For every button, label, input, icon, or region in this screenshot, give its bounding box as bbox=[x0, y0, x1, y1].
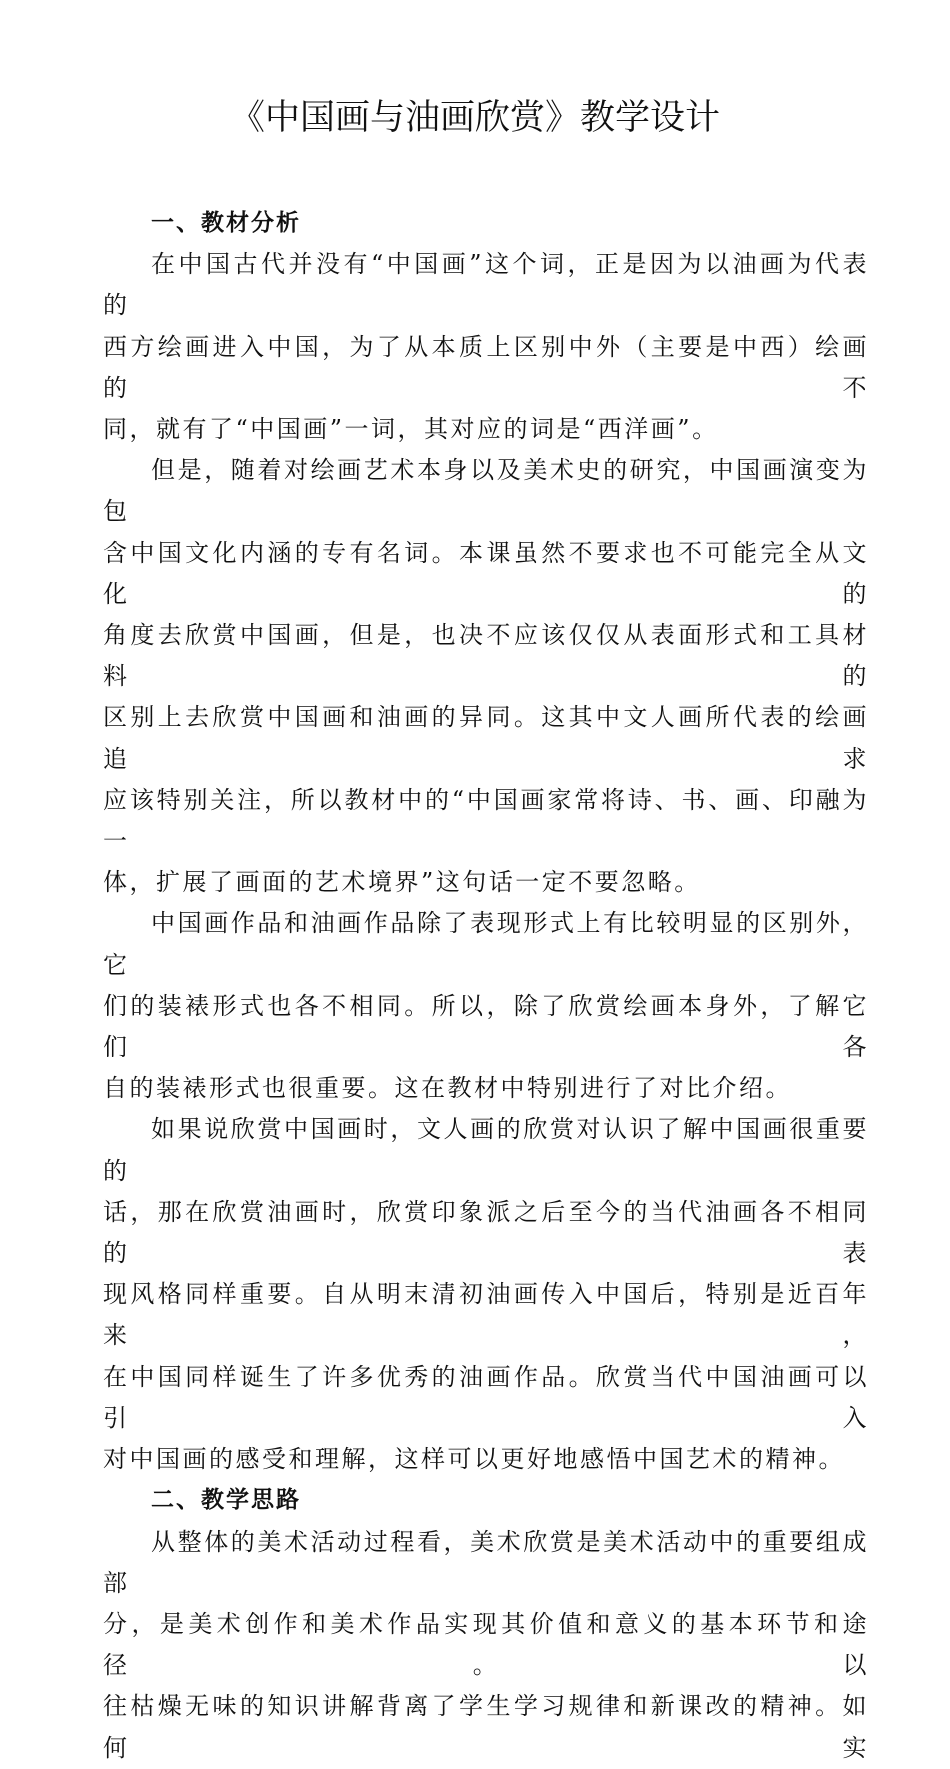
text-line: 们的装裱形式也各不相同。所以，除了欣赏绘画本身外，了解它们各 bbox=[103, 991, 869, 1062]
section-heading: 二、教学思路 bbox=[151, 1487, 301, 1514]
document-body bbox=[103, 203, 869, 1769]
document-title: 《中国画与油画欣赏》教学设计 bbox=[229, 98, 720, 138]
text-line: 含中国文化内涵的专有名词。本课虽然不要求也不可能完全从文化的 bbox=[103, 538, 869, 608]
text-line: 体，扩展了画面的艺术境界”这句话一定不要忽略。 bbox=[103, 868, 701, 897]
text-line: 往枯燥无味的知识讲解背离了学生学习规律和新课改的精神。如何实 bbox=[103, 1692, 869, 1762]
text-line: 对中国画的感受和理解，这样可以更好地感悟中国艺术的精神。 bbox=[103, 1445, 845, 1474]
text-line: 但是，随着对绘画艺术本身以及美术史的研究，中国画演变为包 bbox=[103, 456, 869, 526]
paragraph bbox=[103, 1109, 869, 1480]
text-line: 如果说欣赏中国画时，文人画的欣赏对认识了解中国画很重要的 bbox=[103, 1115, 869, 1185]
text-line: 从整体的美术活动过程看，美术欣赏是美术活动中的重要组成部 bbox=[103, 1527, 869, 1597]
text-line: 西方绘画进入中国，为了从本质上区别中外（主要是中西）绘画的不 bbox=[103, 332, 869, 402]
paragraph bbox=[103, 1522, 869, 1769]
text-line: 中国画作品和油画作品除了表现形式上有比较明显的区别外，它 bbox=[103, 909, 869, 979]
paragraph bbox=[103, 903, 869, 1109]
text-line: 现风格同样重要。自从明末清初油画传入中国后，特别是近百年来， bbox=[103, 1280, 869, 1350]
paragraph bbox=[103, 244, 869, 450]
section-heading: 一、教材分析 bbox=[151, 210, 301, 236]
text-line: 区别上去欣赏中国画和油画的异同。这其中文人画所代表的绘画追求 bbox=[103, 703, 869, 773]
paragraph bbox=[103, 450, 869, 903]
text-line: 在中国古代并没有“中国画”这个词，正是因为以油画为代表的 bbox=[103, 250, 869, 320]
text-line: 话，那在欣赏油画时，欣赏印象派之后至今的当代油画各不相同的表 bbox=[103, 1197, 869, 1268]
text-line: 自的装裱形式也很重要。这在教材中特别进行了对比介绍。 bbox=[103, 1074, 792, 1103]
text-line: 同，就有了“中国画”一词，其对应的词是“西洋画”。 bbox=[103, 415, 719, 444]
text-line: 应该特别关注，所以教材中的“中国画家常将诗、书、画、印融为一 bbox=[103, 785, 869, 856]
text-line: 角度去欣赏中国画，但是，也决不应该仅仅从表面形式和工具材料的 bbox=[103, 621, 869, 691]
text-line: 在中国同样诞生了许多优秀的油画作品。欣赏当代中国油画可以引入 bbox=[103, 1362, 869, 1432]
text-line: 分，是美术创作和美术作品实现其价值和意义的基本环节和途径。以 bbox=[103, 1609, 869, 1680]
